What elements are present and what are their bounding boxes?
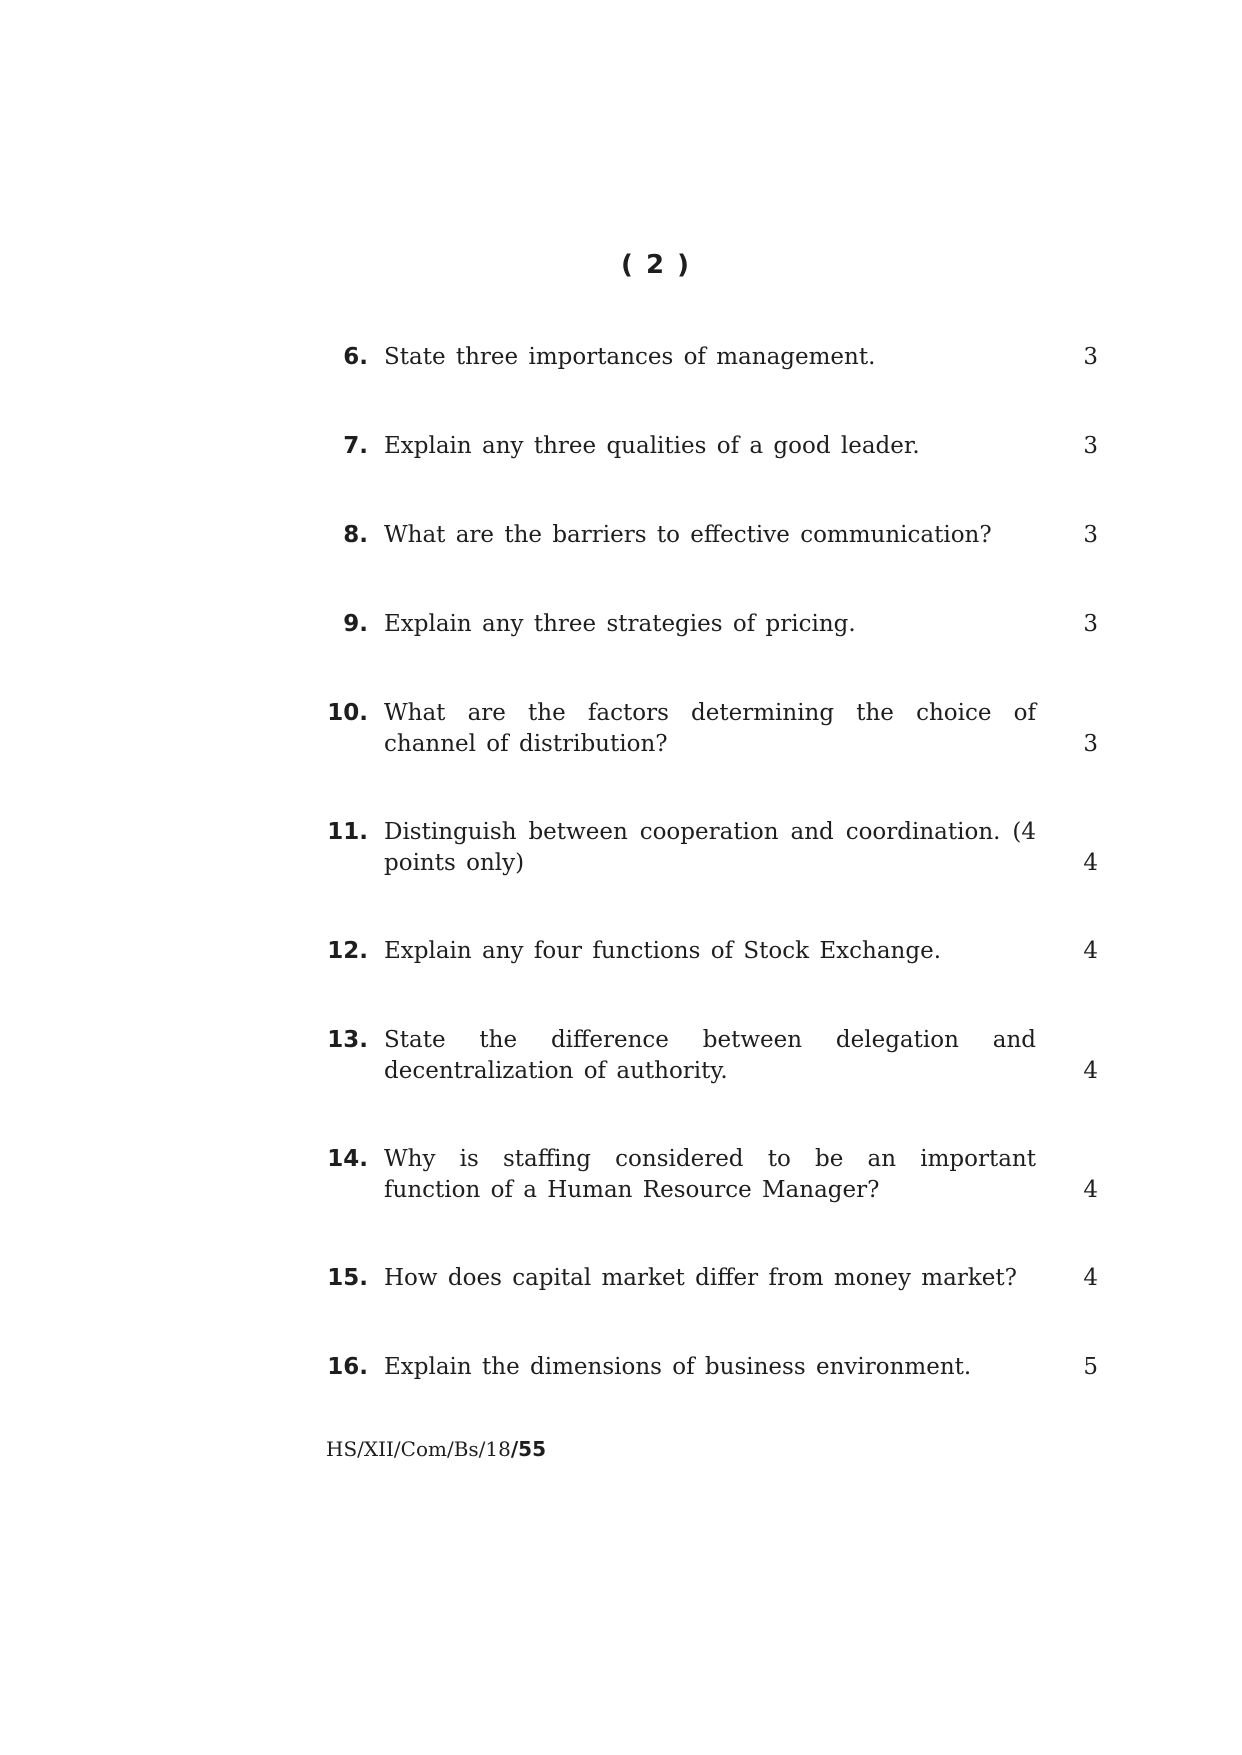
- question-marks: 4: [1083, 1058, 1098, 1084]
- question-text: What are the factors determining the choice of channel of distribution?: [384, 700, 1036, 757]
- question-number: 8.: [343, 522, 368, 548]
- question-text: Explain any four functions of Stock Exchange.: [384, 938, 942, 964]
- question-number: 6.: [343, 344, 368, 370]
- question-marks: 4: [1083, 1265, 1098, 1291]
- question-text: What are the barriers to effective communication?: [384, 522, 992, 548]
- question-number: 15.: [327, 1265, 368, 1291]
- question-number: 13.: [327, 1027, 368, 1053]
- question-marks: 5: [1083, 1354, 1098, 1380]
- question-text: Why is staffing considered to be an important function of a Human Resource Manager?: [384, 1146, 1036, 1203]
- question-text: State the difference between delegation and decentralization of authority.: [384, 1027, 1036, 1084]
- page-number: ( 2 ): [621, 250, 691, 280]
- paper-code: HS/XII/Com/Bs/18: [326, 1437, 511, 1461]
- question-number: 12.: [327, 938, 368, 964]
- question-text: Explain any three strategies of pricing.: [384, 611, 856, 637]
- question-marks: 3: [1083, 522, 1098, 548]
- paper-code-footer: [326, 1437, 546, 1461]
- question-number: 11.: [327, 819, 368, 845]
- question-number: 14.: [327, 1146, 368, 1172]
- question-marks: 3: [1083, 344, 1098, 370]
- question-text: How does capital market differ from money market?: [384, 1265, 1017, 1291]
- question-text: Explain the dimensions of business environment.: [384, 1354, 972, 1380]
- question-text: State three importances of management.: [384, 344, 876, 370]
- question-marks: 4: [1083, 1177, 1098, 1203]
- question-number: 9.: [343, 611, 368, 637]
- question-marks: 4: [1083, 938, 1098, 964]
- question-number: 7.: [343, 433, 368, 459]
- question-marks: 4: [1083, 850, 1098, 876]
- copy-count: /55: [510, 1437, 546, 1461]
- question-number: 10.: [327, 700, 368, 726]
- question-text: Distinguish between cooperation and coordination. (4 points only): [384, 819, 1036, 876]
- question-marks: 3: [1083, 611, 1098, 637]
- question-number: 16.: [327, 1354, 368, 1380]
- question-marks: 3: [1083, 433, 1098, 459]
- question-marks: 3: [1083, 731, 1098, 757]
- question-text: Explain any three qualities of a good leader.: [384, 433, 920, 459]
